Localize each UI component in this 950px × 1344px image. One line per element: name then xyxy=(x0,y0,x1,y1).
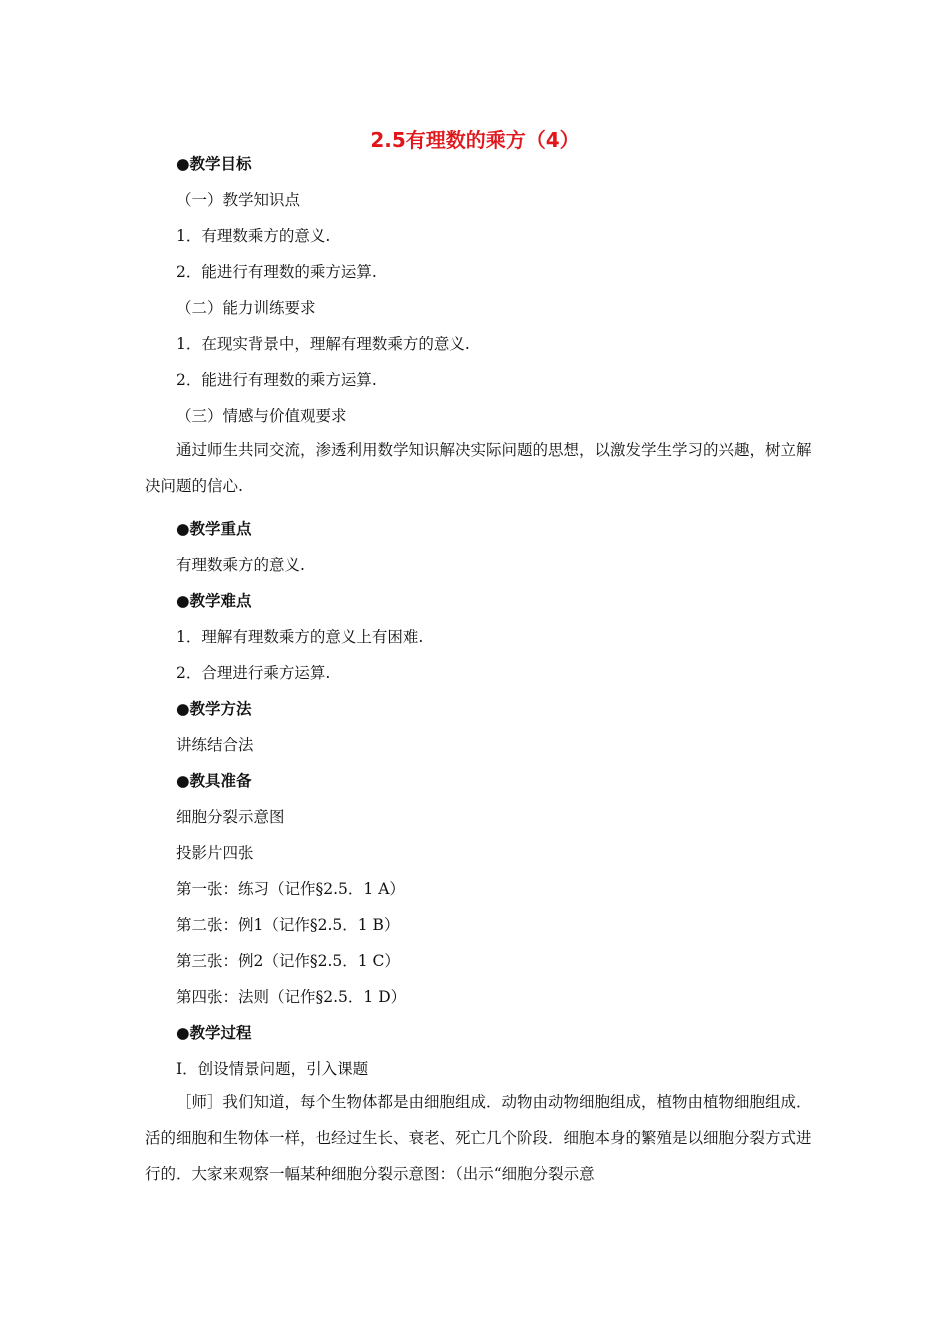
paragraph-text: 通过师生共同交流，渗透利用数学知识解决实际问题的思想，以激发学生学习的兴趣，树立解决问题的信心. xyxy=(145,441,812,495)
paragraph-teacher xyxy=(145,1084,813,1192)
page-title: 2.5有理数的乘方（4） xyxy=(370,128,580,152)
text-line: 1．理解有理数乘方的意义上有困难. xyxy=(176,628,424,646)
text-line: 第四张：法则（记作§2.5．1 D） xyxy=(176,988,407,1006)
text-line: 1．在现实背景中，理解有理数乘方的意义. xyxy=(176,335,470,353)
text-line: （三）情感与价值观要求 xyxy=(176,407,347,425)
text-line: 第一张：练习（记作§2.5．1 A） xyxy=(176,880,405,898)
text-line: （一）教学知识点 xyxy=(176,191,301,209)
text-line: 讲练结合法 xyxy=(176,736,254,754)
paragraph-goals xyxy=(145,432,813,504)
text-line: 2．合理进行乘方运算. xyxy=(176,664,331,682)
heading-difficulties: ●教学难点 xyxy=(176,592,252,610)
text-line: 2．能进行有理数的乘方运算. xyxy=(176,371,377,389)
text-line: 1．有理数乘方的意义. xyxy=(176,227,331,245)
text-line: 2．能进行有理数的乘方运算. xyxy=(176,263,377,281)
heading-methods: ●教学方法 xyxy=(176,700,252,718)
text-line: 第三张：例2（记作§2.5．1 C） xyxy=(176,952,400,970)
paragraph-text: ［师］我们知道，每个生物体都是由细胞组成．动物由动物细胞组成，植物由植物细胞组成．活的细胞和生物体一样，也经过生长、衰老、死亡几个阶段．细胞本身的繁殖是以细胞分裂方式进行的．大家来观察一幅某种细胞分裂示意图：（出示“细胞分裂示意 xyxy=(145,1093,812,1183)
heading-materials: ●教具准备 xyxy=(176,772,252,790)
text-line: （二）能力训练要求 xyxy=(176,299,316,317)
text-line: 投影片四张 xyxy=(176,844,254,862)
heading-objectives: ●教学目标 xyxy=(176,155,252,173)
text-line: 第二张：例1（记作§2.5．1 B） xyxy=(176,916,400,934)
heading-process: ●教学过程 xyxy=(176,1024,252,1042)
text-line: 有理数乘方的意义. xyxy=(176,556,305,574)
heading-key-points: ●教学重点 xyxy=(176,520,252,538)
text-line: Ⅰ．创设情景问题，引入课题 xyxy=(176,1060,369,1078)
text-line: 细胞分裂示意图 xyxy=(176,808,285,826)
